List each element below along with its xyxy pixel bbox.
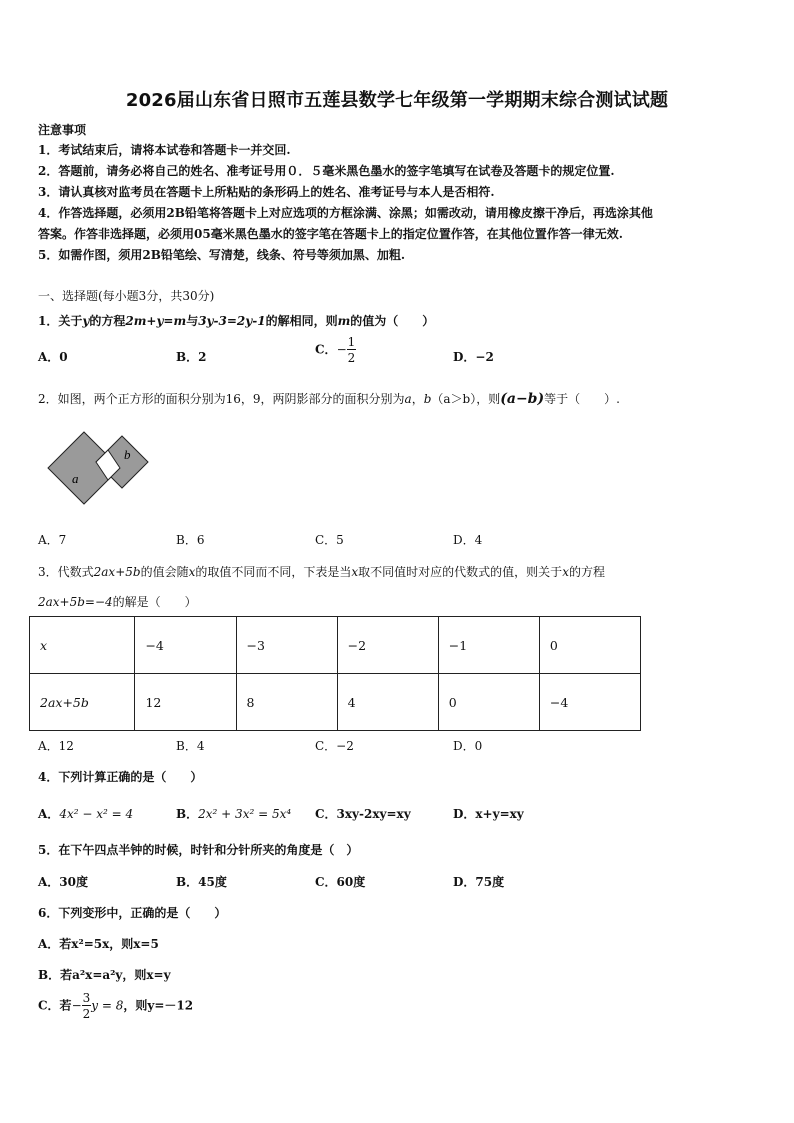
- table-cell: 4: [337, 674, 438, 731]
- fraction: $\frac{1}{2}$: [347, 335, 356, 365]
- option-b: B．45度: [176, 875, 227, 889]
- option-a: A．4x² − x² = 4: [38, 807, 134, 821]
- option-d: D．0: [453, 739, 483, 753]
- table-cell: −2: [337, 617, 438, 674]
- page-title: 2026届山东省日照市五莲县数学七年级第一学期期末综合测试试题: [125, 90, 669, 111]
- question-1-stem: 1．关于y的方程2m+y=m与3y-3=2y-1的解相同，则m的值为（ ）: [38, 314, 435, 328]
- option-a: A．0: [38, 350, 68, 364]
- notice-item: 3．请认真核对监考员在答题卡上所粘贴的条形码上的姓名、准考证号与本人是否相符.: [38, 185, 495, 199]
- option-c: C．60度: [315, 875, 366, 889]
- option-b: B．2: [176, 350, 207, 364]
- notice-item: 答案。作答非选择题，必须用05毫米黑色墨水的签字笔在答题卡上的指定位置作答，在其他位置作答一律无效.: [38, 227, 623, 241]
- option-c: C．−2: [315, 739, 354, 753]
- question-3-stem-line2: 2ax+5b=−4的解是（ ）: [38, 595, 197, 609]
- option-c: C．若− $\frac{3}{2}$ y = 8，则y=－12: [38, 991, 194, 1021]
- table-cell: 0: [438, 674, 539, 731]
- table-row: [30, 617, 641, 674]
- table-cell: 12: [135, 674, 236, 731]
- table-cell: 2ax+5b: [30, 674, 135, 731]
- option-d: D．4: [453, 533, 483, 547]
- option-a: A．若x²=5x，则x=5: [38, 937, 159, 951]
- option-a: A．30度: [38, 875, 89, 889]
- option-d: D．−2: [453, 350, 494, 364]
- option-b: B．4: [176, 739, 205, 753]
- table-row: [30, 674, 641, 731]
- squares-figure: [44, 428, 152, 508]
- table-cell: −3: [236, 617, 337, 674]
- option-b: B．2x² + 3x² = 5x⁴: [176, 807, 292, 821]
- option-b: B．6: [176, 533, 205, 547]
- table-cell: 0: [539, 617, 640, 674]
- option-a: A．12: [38, 739, 74, 753]
- question-6-stem: 6．下列变形中，正确的是（ ）: [38, 906, 227, 920]
- notice-item: 2．答题前，请务必将自己的姓名、准考证号用０．５毫米黑色墨水的签字笔填写在试卷及答题卡的规定位置.: [38, 164, 615, 178]
- notice-item: 5．如需作图，须用2B铅笔绘、写清楚，线条、符号等须加黑、加粗.: [38, 248, 406, 262]
- option-d: D．x+y=xy: [453, 807, 524, 821]
- option-c: C．− $\frac{1}{2}$: [315, 335, 356, 365]
- notice-item: 4．作答选择题，必须用2B铅笔将答题卡上对应选项的方框涂满、涂黑；如需改动，请用橡皮擦干净后，再选涂其他: [38, 206, 653, 220]
- option-c: C．3xy-2xy=xy: [315, 807, 411, 821]
- table-cell: 8: [236, 674, 337, 731]
- question-3-stem: 3．代数式2ax+5b的值会随x的取值不同而不同，下表是当x取不同值时对应的代数式的值，则关于x的方程: [38, 565, 605, 579]
- notice-item: 1．考试结束后，请将本试卷和答题卡一并交回.: [38, 143, 291, 157]
- fraction: $\frac{3}{2}$: [82, 991, 91, 1021]
- table-cell: x: [30, 617, 135, 674]
- option-b: B．若a²x=a²y，则x=y: [38, 968, 171, 982]
- option-a: A．7: [38, 533, 67, 547]
- question-4-stem: 4．下列计算正确的是（ ）: [38, 770, 203, 784]
- question-5-stem: 5．在下午四点半钟的时候，时针和分针所夹的角度是（ ）: [38, 843, 359, 857]
- option-d: D．75度: [453, 875, 505, 889]
- question-2-stem: 2．如图，两个正方形的面积分别为16，9，两阴影部分的面积分别为a，b（a＞b），则(a−b)等于（ ）.: [38, 391, 620, 407]
- table-cell: −4: [539, 674, 640, 731]
- section-heading: 一、选择题(每小题3分，共30分): [38, 289, 215, 303]
- label-a: a: [72, 471, 79, 486]
- value-table: [29, 616, 641, 731]
- label-b: b: [124, 447, 131, 462]
- option-c: C．5: [315, 533, 344, 547]
- table-cell: −4: [135, 617, 236, 674]
- table-cell: −1: [438, 617, 539, 674]
- notice-heading: 注意事项: [38, 123, 87, 137]
